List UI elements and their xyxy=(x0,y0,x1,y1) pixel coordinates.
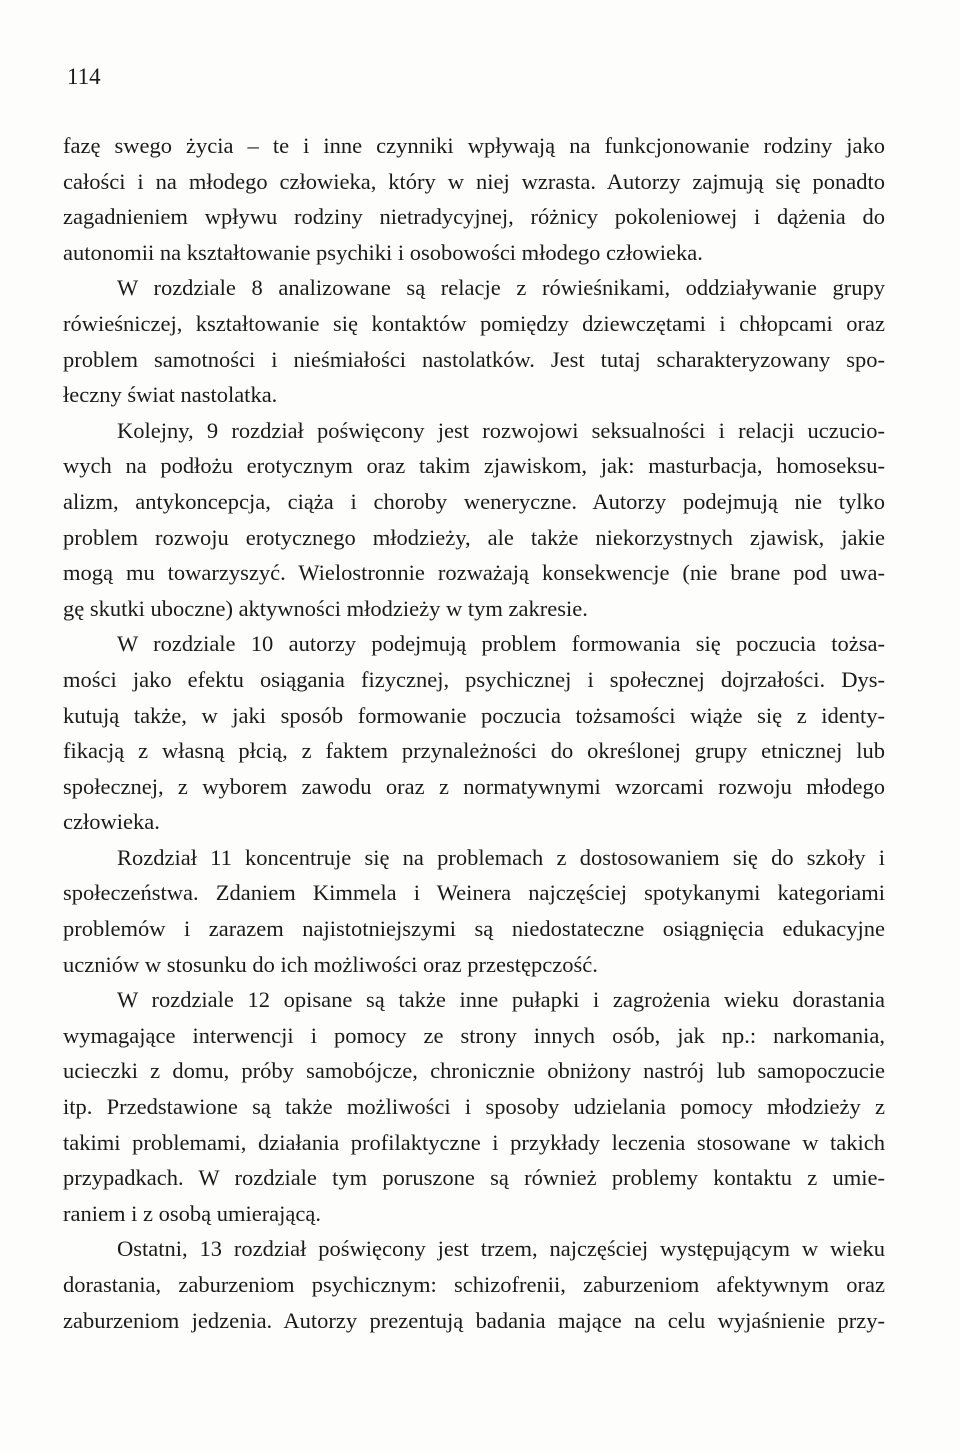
text-line: ucieczki z domu, próby samobójcze, chronicznie obniżony nastrój lub samopoczucie xyxy=(63,1058,885,1084)
text-line: uczniów w stosunku do ich możliwości oraz przestępczość. xyxy=(63,951,598,977)
text-line: wymagające interwencji i pomocy ze strony innych osób, jak np.: narkomania, xyxy=(63,1022,885,1048)
text-line: całości i na młodego człowieka, który w niej wzrasta. Autorzy zajmują się ponadto xyxy=(63,168,885,194)
text-line: wych na podłożu erotycznym oraz takim zjawiskom, jak: masturbacja, homoseksu- xyxy=(63,453,885,479)
text-line: problem samotności i nieśmiałości nastolatków. Jest tutaj scharakteryzowany spo- xyxy=(63,346,885,372)
text-line: Rozdział 11 koncentruje się na problemach z dostosowaniem się do szkoły i xyxy=(117,844,885,870)
text-line: raniem i z osobą umierającą. xyxy=(63,1200,322,1226)
text-line: przypadkach. W rozdziale tym poruszone są również problemy kontaktu z umie- xyxy=(63,1165,885,1191)
text-line: łeczny świat nastolatka. xyxy=(63,382,278,408)
text-line: dorastania, zaburzeniom psychicznym: schizofrenii, zaburzeniom afektywnym oraz xyxy=(63,1272,885,1297)
text-line: społeczeństwa. Zdaniem Kimmela i Weinera najczęściej spotykanymi kategoriami xyxy=(63,880,885,906)
text-line: zaburzeniom jedzenia. Autorzy prezentują badania mające na celu wyjaśnienie przy- xyxy=(63,1307,885,1333)
text-line: gę skutki uboczne) aktywności młodzieży w tym zakresie. xyxy=(63,595,588,621)
text-line: mogą mu towarzyszyć. Wielostronnie rozważają konsekwencje (nie brane pod uwa- xyxy=(63,560,885,586)
text-line: Ostatni, 13 rozdział poświęcony jest trzem, najczęściej występującym w wieku xyxy=(117,1236,885,1262)
text-line: itp. Przedstawione są także możliwości i sposoby udzielania pomocy młodzieży z xyxy=(63,1094,885,1120)
text-line: takimi problemami, działania profilaktyczne i przykłady leczenia stosowane w takich xyxy=(63,1129,885,1155)
text-line: fazę swego życia – te i inne czynniki wpływają na funkcjonowanie rodziny jako xyxy=(63,133,885,158)
text-line: mości jako efektu osiągania fizycznej, psychicznej i społecznej dojrzałości. Dys- xyxy=(63,666,885,692)
page-number: 114 xyxy=(67,64,101,89)
text-line: problem rozwoju erotycznego młodzieży, ale także niekorzystnych zjawisk, jakie xyxy=(63,524,885,550)
text-line: człowieka. xyxy=(63,809,160,835)
text-line: Kolejny, 9 rozdział poświęcony jest rozwojowi seksualności i relacji uczucio- xyxy=(117,417,885,443)
body-text xyxy=(63,128,885,1338)
text-line: fikacją z własną płcią, z faktem przynależności do określonej grupy etnicznej lub xyxy=(63,738,885,764)
text-line: autonomii na kształtowanie psychiki i osobowości młodego człowieka. xyxy=(63,239,703,265)
text-line: społecznej, z wyborem zawodu oraz z normatywnymi wzorcami rozwoju młodego xyxy=(63,773,885,799)
text-line: W rozdziale 12 opisane są także inne pułapki i zagrożenia wieku dorastania xyxy=(117,987,885,1013)
text-line: W rozdziale 8 analizowane są relacje z rówieśnikami, oddziaływanie grupy xyxy=(117,275,885,301)
text-line: kutują także, w jaki sposób formowanie poczucia tożsamości wiąże się z identy- xyxy=(63,702,885,728)
text-line: problemów i zarazem najistotniejszymi są niedostateczne osiągnięcia edukacyjne xyxy=(63,916,885,942)
text-line: alizm, antykoncepcja, ciąża i choroby weneryczne. Autorzy podejmują nie tylko xyxy=(63,488,885,514)
text-line: zagadnieniem wpływu rodziny nietradycyjnej, różnicy pokoleniowej i dążenia do xyxy=(63,204,885,230)
text-line: W rozdziale 10 autorzy podejmują problem formowania się poczucia tożsa- xyxy=(117,631,885,657)
text-line: rówieśniczej, kształtowanie się kontaktów pomiędzy dziewczętami i chłopcami oraz xyxy=(63,310,885,336)
